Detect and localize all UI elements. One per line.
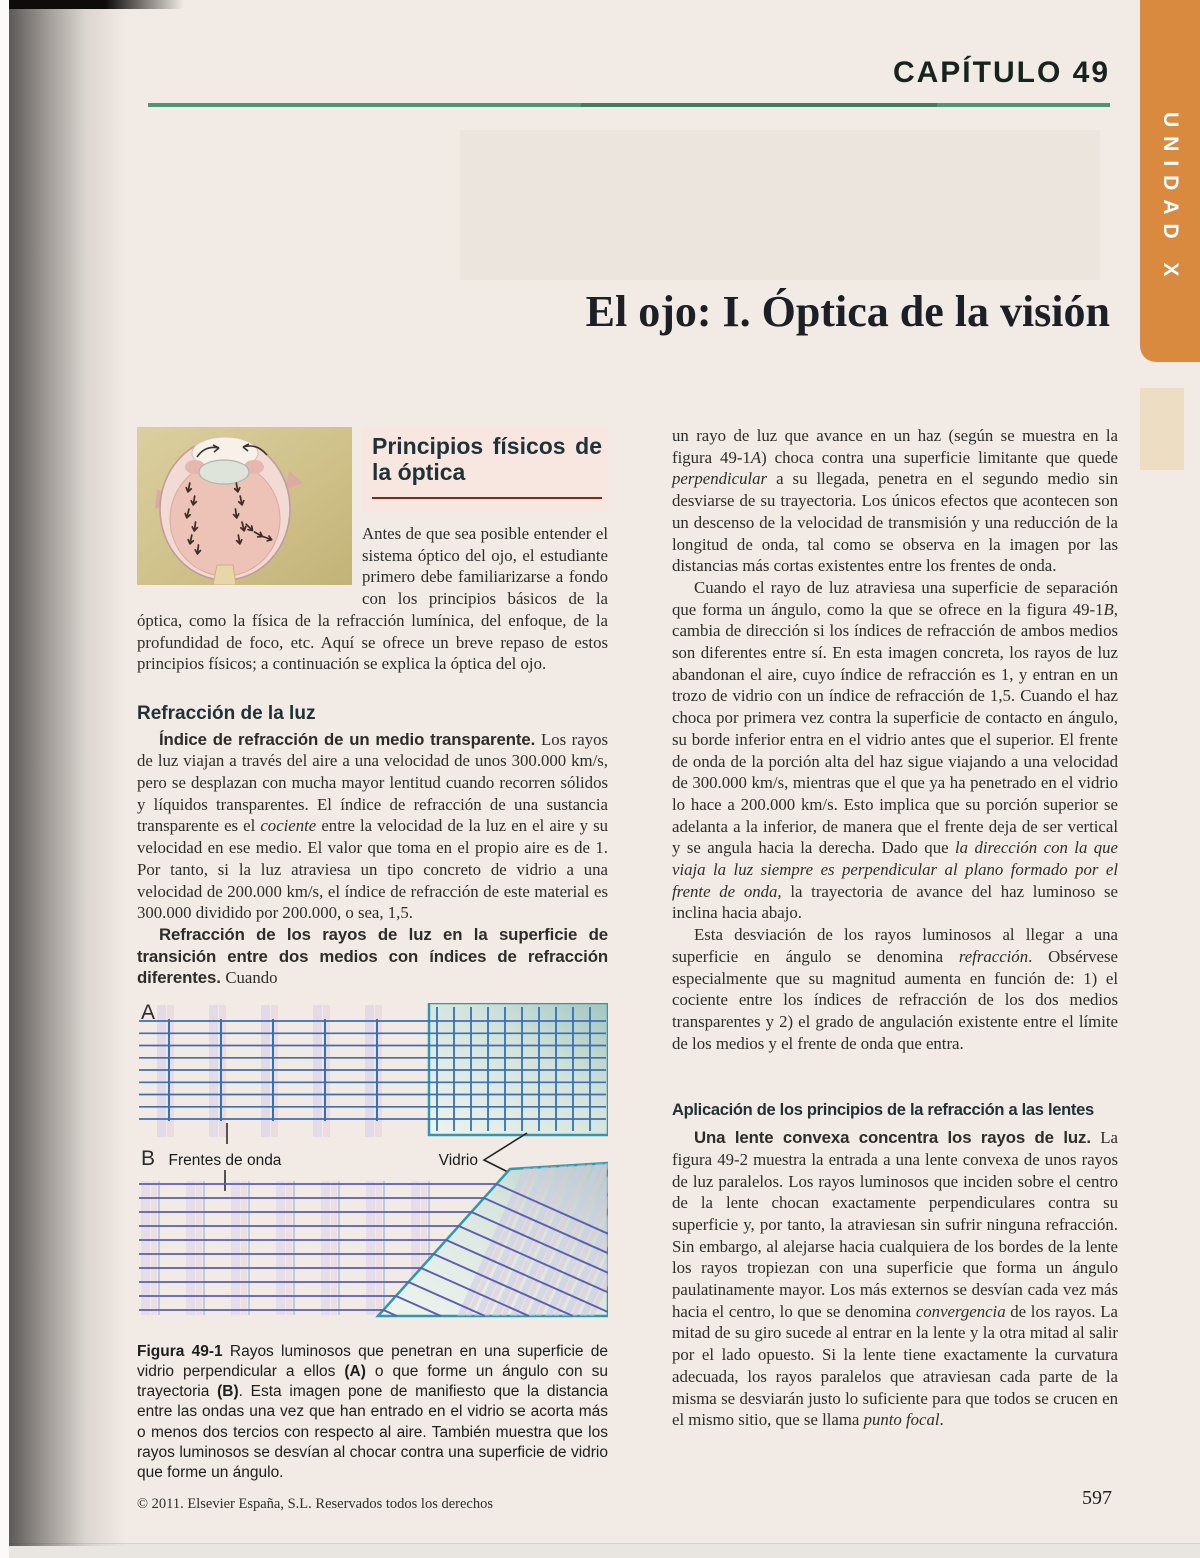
bottom-page-edge: [0, 1543, 1200, 1558]
chapter-title: El ojo: I. Óptica de la visión: [585, 287, 1110, 336]
unit-tab-label: UNIDAD X: [1159, 112, 1182, 286]
figure-49-1-diagram: [137, 1003, 608, 1323]
panel-a: [139, 1003, 608, 1137]
right-column: [672, 425, 1118, 1431]
footer-copyright: © 2011. Elsevier España, S.L. Reservados todos los derechos: [137, 1496, 493, 1512]
glass-label-pointer: [484, 1133, 527, 1172]
left-page-edge: [0, 0, 9, 1558]
glass-label: Vidrio: [438, 1152, 478, 1170]
figure-caption: Figura 49-1 Rayos luminosos que penetran en una superficie de vidrio perpendicular a ellos (A) o que forme un ángulo con su trayectoria (B). Esta imagen pone de manifiesto que la distancia entre las ondas una vez que han entrado en el vidrio se acorta más o menos dos tercios con respecto al aire. También muestra que los rayos luminosos se desvían al chocar contra una superficie de vidrio que forme un ángulo.: [137, 1342, 609, 1481]
paragraph-right-4: Una lente convexa concentra los rayos de luz. La figura 49-2 muestra la entrada a una lente convexa de unos rayos de luz paralelos. Los rayos luminosos que inciden sobre el centro de la lente chocan exactamente perpendiculares contra su superficie y, por tanto, la atraviesan sin sufrir ninguna refracción. Sin embargo, al alejarse hacia cualquiera de los bordes de la lente los rayos tropiezan con una superficie que forma un ángulo paulatinamente mayor. Los más externos se desvían cada vez más hacia el centro, lo que se denomina convergencia de los rayos. La mitad de su giro sucede al entrar en la lente y la otra mitad al salir por el lado opuesto. Si la lente tiene exactamente la curvatura adecuada, los rayos paralelos que atraviesan cada parte de la misma se desviarán justo lo suficiente para que todos se crucen en el mismo sitio, que se llama punto focal.: [672, 1128, 1118, 1430]
panel-b-label: B: [141, 1147, 156, 1171]
paragraph-right-2: Cuando el rayo de luz atraviesa una superficie de separación que forma un ángulo, como la que se ofrece en la figura 49-1B, cambia de dirección si los índices de refracción de ambos medios son diferentes entre sí. En esta imagen concreta, los rayos de luz abandonan el aire, cuyo índice de refracción es 1, y entran en un trozo de vidrio con un índice de refracción de 1,5. Cuando el haz choca por primera vez contra la superficie de contacto en ángulo, su borde inferior entra en el vidrio antes que el superior. El frente de onda de la porción alta del haz sigue viajando a una velocidad de 300.000 km/s, mientras que el que ya ha penetrado en el vidrio lo hace a 200.000 km/s. Esto implica que su porción superior se adelanta a la inferior, de manera que el frente deja de ser vertical y se angula hacia la derecha. Dado que la dirección con la que viaja la luz siempre es perpendicular al plano formado por el frente de onda, la trayectoria de avance del haz luminoso se inclina hacia abajo.: [672, 577, 1118, 923]
heading-panel: [362, 427, 608, 511]
top-edge-bar: [9, 0, 184, 9]
left-column: [137, 427, 608, 1483]
eye-lens: [199, 460, 249, 484]
show-through-ghost: [460, 130, 1100, 280]
chapter-heading: CAPÍTULO 49: [892, 56, 1110, 89]
glass-block-a: [429, 1003, 608, 1135]
chapter-green-rule: [148, 103, 1110, 107]
figure-49-1: [137, 1003, 608, 1483]
wavefront-label: Frentes de onda: [168, 1152, 282, 1170]
panel-a-label: A: [141, 1003, 156, 1025]
eye-illustration: [137, 427, 352, 585]
paragraph-refraction-index: Índice de refracción de un medio transparente. Los rayos de luz viajan a través del aire a una velocidad de unos 300.000 km/s, pero se desplazan con mucha mayor lentitud cuando recorren sólidos y líquidos transparentes. El índice de refracción de una sustancia transparente es el cociente entre la velocidad de la luz en el aire y su velocidad en ese medio. El valor que toma en el propio aire es de 1. Por tanto, si la luz atraviesa un tipo concreto de vidrio a una velocidad de 200.000 km/s, el índice de refracción de este material es 300.000 dividido por 200.000, o sea, 1,5.: [137, 729, 609, 923]
heading-rule: [372, 497, 602, 499]
unit-tab: [1140, 0, 1200, 362]
eye-optic-nerve: [213, 565, 236, 585]
subsection-heading-lenses: Aplicación de los principios de la refracción a las lentes: [672, 1101, 1094, 1120]
unit-tab-lower-block: [1140, 388, 1184, 470]
page-number: 597: [1082, 1487, 1112, 1509]
wavefront-bands-air-b: [141, 1181, 430, 1315]
gutter-shadow: [9, 0, 127, 1546]
paragraph-right-3: Esta desviación de los rayos luminosos al llegar a una superficie en ángulo se denomina refracción. Obsérvese especialmente que su magnitud aumenta en función de: 1) el cociente entre los índices de refracción de los dos medios transparentes y 2) el grado de angulación existente entre el límite de los medios y el frente de onda que entra.: [672, 925, 1118, 1053]
intro-paragraph: Antes de que sea posible entender el sistema óptico del ojo, el estudiante primero debe familiarizarse a fondo con los principios básicos de la óptica, como la física de la refracción lumínica, del enfoque, de la profundidad de foco, etc. Aquí se ofrece un breve repaso de estos principios físicos; a continuación se explica la óptica del ojo.: [137, 524, 608, 674]
paragraph-refraction-surface: Refracción de los rayos de luz en la superficie de transición entre dos medios con índices de refracción diferentes. Cuando: [137, 924, 608, 988]
subsection-heading-refraction: Refracción de la luz: [137, 702, 316, 724]
section-heading-optics: Principios físicos de la óptica: [372, 433, 602, 485]
paragraph-right-1: un rayo de luz que avance en un haz (según se muestra en la figura 49-1A) choca contra una superficie limitante que quede perpendicular a su llegada, penetra en el segundo medio sin desviarse de su trayectoria. Los únicos efectos que acontecen son un descenso de la velocidad de transmisión y una reducción de la longitud de onda, tal como se observa en la imagen por las distancias más cortas existentes entre los frentes de onda.: [672, 426, 1118, 576]
